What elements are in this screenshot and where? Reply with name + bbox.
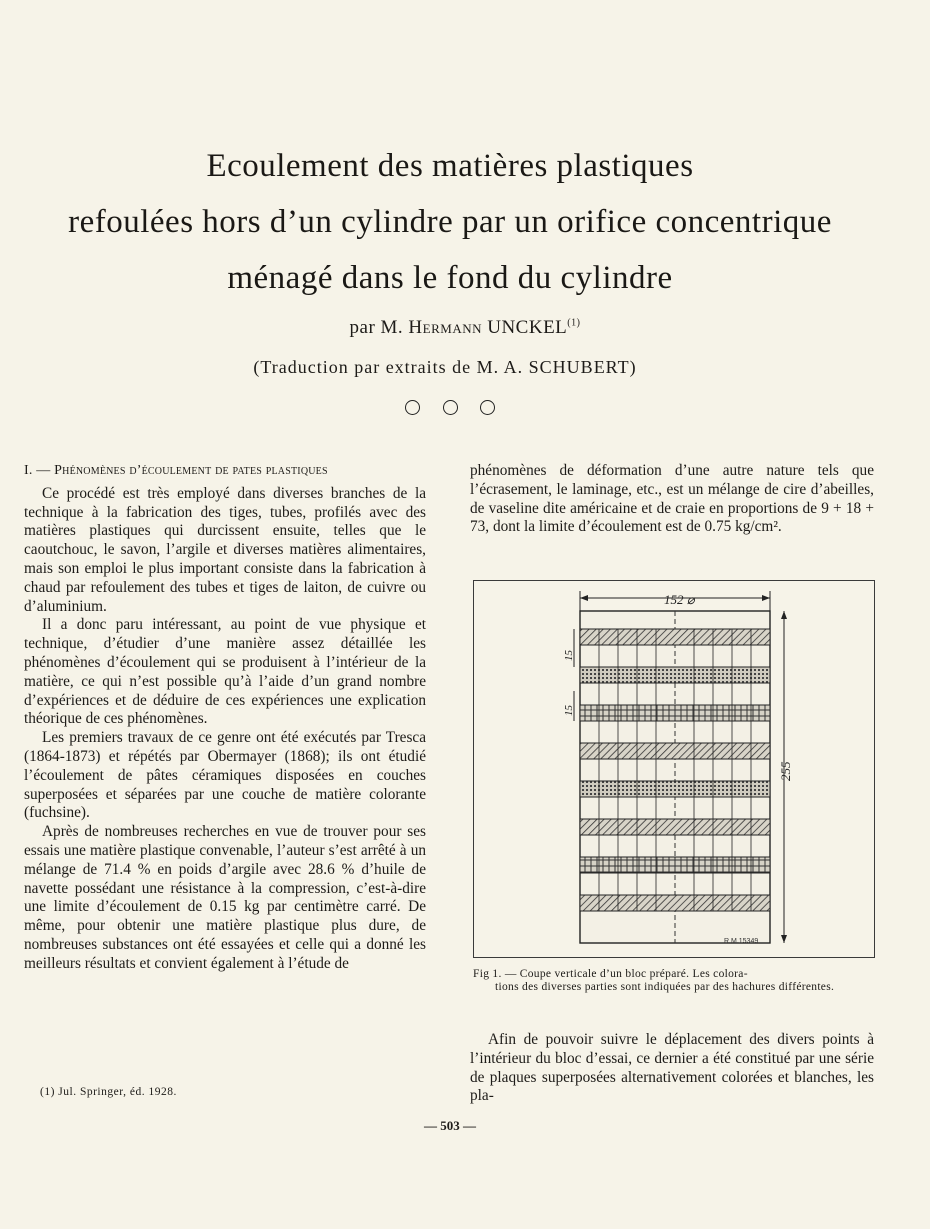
paragraph: Les premiers travaux de ce genre ont été exécutés par Tresca (1864-1873) et répétés par Obermayer (1868); ils ont étudié l’écoulement de pâtes céramiques disposées en couches superposées et séparées par une couche de matière colorante (fuchsine). xyxy=(24,729,426,822)
right-column-top xyxy=(470,462,874,537)
byline-prefix: par M. xyxy=(349,317,409,338)
paragraph: Après de nombreuses recherches en vue de trouver pour ses essais une matière plastique convenable, l’auteur s’est arrêté à un mélange de 71.4 % en poids d’argile avec 28.6 % d’huile de navette possédant une résistance à la compression, c’est-à-dire une limite d’écoulement de 0.15 kg par centimètre carré. De même, pour obtenir une matière plastique plus dure, de nombreuses substances ont été essayées et celle qui a donné les meilleurs résultats et convient également à l’étude de xyxy=(24,823,426,972)
figure-reference: R.M.15349 xyxy=(724,938,759,945)
block-cross-section-diagram xyxy=(474,581,874,957)
section-heading xyxy=(24,462,426,481)
title-line-3: ménagé dans le fond du cylindre xyxy=(227,260,673,296)
figure-1 xyxy=(473,580,875,958)
dim-label-height: 255 xyxy=(778,761,793,781)
dim-label-layer-2: 15 xyxy=(563,705,575,716)
title-line-1: Ecoulement des matières plastiques xyxy=(206,148,694,184)
paragraph: phénomènes de déformation d’une autre nature tels que l’écrasement, le laminage, etc., est un mélange de cire d’abeilles, de vaseline dite américaine et de craie en proportions de 9 + 18 + 73, dont la limite d’écoulement est de 0.75 kg/cm². xyxy=(470,462,874,536)
byline xyxy=(0,317,930,339)
caption-line-2: tions des diverses parties sont indiquées par des hachures différentes. xyxy=(495,981,835,993)
paragraph: Afin de pouvoir suivre le déplacement des divers points à l’intérieur du bloc d’essai, ce dernier a été constitué par une série de plaques superposées alternativement colorées et blanches, les pla- xyxy=(470,1031,874,1105)
circle-ornament-icon xyxy=(480,400,495,415)
figure-caption xyxy=(473,968,875,994)
circle-ornament-icon xyxy=(443,400,458,415)
footnote: (1) Jul. Springer, éd. 1928. xyxy=(40,1086,177,1098)
footnote-mark: (1) xyxy=(567,317,581,329)
circle-ornament-icon xyxy=(405,400,420,415)
caption-line-1: Fig 1. — Coupe verticale d’un bloc préparé. Les colora- xyxy=(473,968,748,980)
paragraph: Ce procédé est très employé dans diverses branches de la technique à la fabrication des tiges, tubes, profilés avec des matières plastiques qui durcissent ensuite, telles que le caoutchouc, le savon, l’argile et diverses matières alimentaires, mais son emploi le plus important consiste dans la fabrication à chaud par refoulement des tubes et tiges de laiton, de cuivre ou d’aluminium. xyxy=(24,484,426,615)
paragraph: Il a donc paru intéressant, au point de vue physique et technique, d’étudier d’une manière assez détaillée les phénomènes d’écoulement qui se produisent à l’intérieur de la matière, ce qui n’est possible qu’à l’aide d’un grand nombre d’expériences et de déduire de ces expériences une explication théorique de ces phénomènes. xyxy=(24,616,426,728)
dim-label-layer-1: 15 xyxy=(563,650,575,661)
author-last-name: UNCKEL xyxy=(481,317,568,338)
author-first-name: Hermann xyxy=(408,317,482,338)
translation-credit: (Traduction par extraits de M. A. SCHUBERT) xyxy=(253,357,637,377)
dim-label-width: 152 ⌀ xyxy=(664,592,695,607)
left-column xyxy=(24,462,426,974)
ornament-circles xyxy=(405,400,495,418)
section-number: I. — xyxy=(24,463,55,478)
title-line-2: refoulées hors d’un cylindre par un orifice concentrique xyxy=(68,204,832,240)
page-number: — 503 — xyxy=(424,1118,476,1133)
section-title: Phénomènes d’écoulement de pates plastiques xyxy=(54,463,328,478)
right-column-bottom xyxy=(470,1031,874,1106)
